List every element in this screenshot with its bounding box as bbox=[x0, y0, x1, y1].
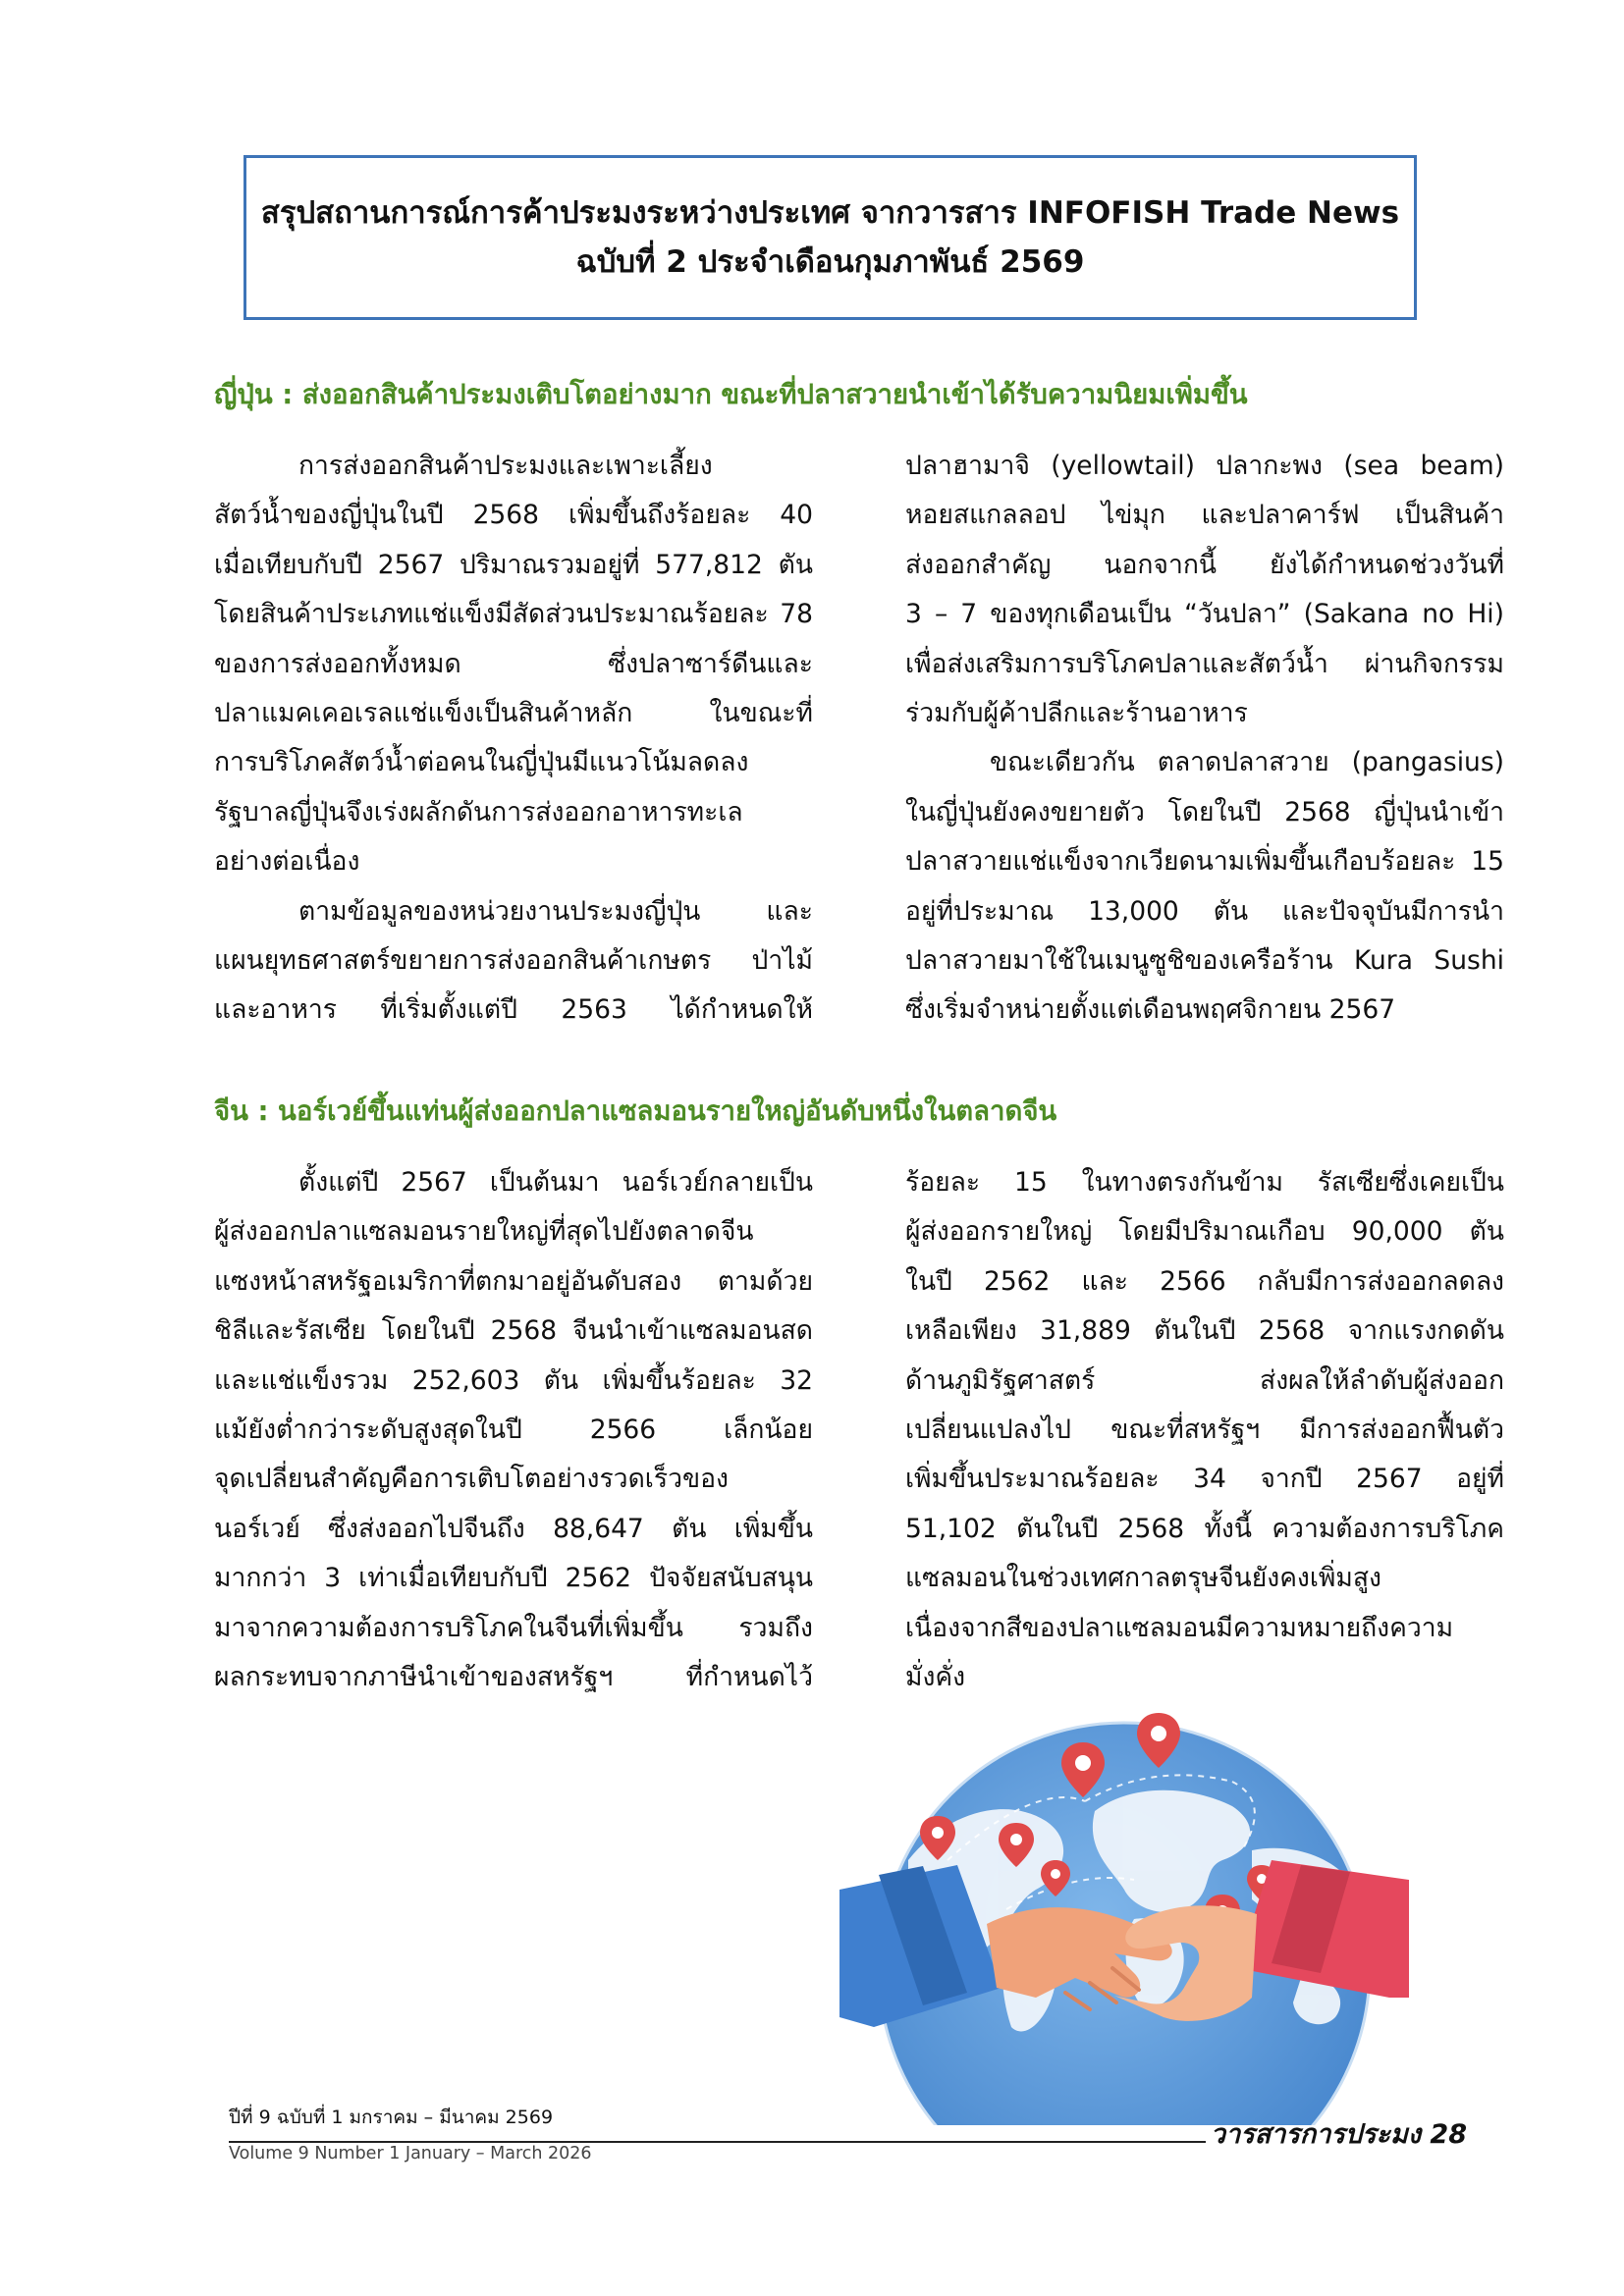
title-line-2: ฉบับที่ 2 ประจำเดือนกุมภาพันธ์ 2569 bbox=[575, 244, 1085, 280]
paragraph-line: อยู่ที่ประมาณ 13,000 ตัน และปัจจุบันมีการนำ bbox=[905, 895, 1504, 927]
paragraph-line: ร้อยละ 15 ในทางตรงกันข้าม รัสเซียซึ่งเคยเป็น bbox=[905, 1167, 1504, 1198]
paragraph-line: เปลี่ยนแปลงไป ขณะที่สหรัฐฯ มีการส่งออกฟื้นตัว bbox=[905, 1415, 1504, 1446]
paragraph-line: แผนยุทธศาสตร์ขยายการส่งออกสินค้าเกษตร ป่าไม้ bbox=[214, 945, 813, 977]
paragraph-line: ผู้ส่งออกปลาแซลมอนรายใหญ่ที่สุดไปยังตลาดจีน bbox=[214, 1216, 754, 1248]
paragraph-line: 3 – 7 ของทุกเดือนเป็น “วันปลา” (Sakana no Hi) bbox=[905, 599, 1504, 630]
paragraph-line: อย่างต่อเนื่อง bbox=[214, 846, 360, 878]
paragraph-line: เมื่อเทียบกับปี 2567 ปริมาณรวมอยู่ที่ 577,812 ตัน bbox=[214, 549, 813, 580]
paragraph-line: ขณะเดียวกัน ตลาดปลาสวาย (pangasius) bbox=[990, 747, 1504, 778]
footer-issue-english: Volume 9 Number 1 January – March 2026 bbox=[229, 2144, 592, 2163]
paragraph-line: ส่งออกสำคัญ นอกจากนี้ ยังได้กำหนดช่วงวันที่ bbox=[905, 549, 1504, 580]
paragraph-line: โดยสินค้าประเภทแช่แข็งมีสัดส่วนประมาณร้อยละ 78 bbox=[214, 599, 813, 630]
paragraph-line: ผลกระทบจากภาษีนำเข้าของสหรัฐฯ ที่กำหนดไว้ bbox=[214, 1662, 813, 1693]
paragraph-line: การบริโภคสัตว์น้ำต่อคนในญี่ปุ่นมีแนวโน้มลดลง bbox=[214, 747, 749, 778]
paragraph-line: 51,102 ตันในปี 2568 ทั้งนี้ ความต้องการบริโภค bbox=[905, 1513, 1504, 1544]
paragraph-line: เนื่องจากสีของปลาแซลมอนมีความหมายถึงความมั่งคั่ง bbox=[905, 1612, 1454, 1693]
paragraph-line: ตามข้อมูลของหน่วยงานประมงญี่ปุ่น และ bbox=[298, 895, 813, 927]
paragraph-line: ผู้ส่งออกรายใหญ่ โดยมีปริมาณเกือบ 90,000 ตัน bbox=[905, 1216, 1504, 1248]
china-left-column bbox=[214, 1158, 813, 1702]
paragraph-line: ตั้งแต่ปี 2567 เป็นต้นมา นอร์เวย์กลายเป็น bbox=[298, 1167, 813, 1198]
paragraph-line: นอร์เวย์ ซึ่งส่งออกไปจีนถึง 88,647 ตัน เพิ่มขึ้น bbox=[214, 1513, 813, 1544]
paragraph-line: ด้านภูมิรัฐศาสตร์ ส่งผลให้ลำดับผู้ส่งออก bbox=[905, 1364, 1504, 1396]
paragraph-line: สัตว์น้ำของญี่ปุ่นในปี 2568 เพิ่มขึ้นถึงร้อยละ 40 bbox=[214, 500, 813, 531]
paragraph-line: เพิ่มขึ้นประมาณร้อยละ 34 จากปี 2567 อยู่ที่ bbox=[905, 1464, 1504, 1495]
paragraph-line: ปลาสวายแช่แข็งจากเวียดนามเพิ่มขึ้นเกือบร้อยละ 15 bbox=[905, 846, 1504, 878]
paragraph-line: แซงหน้าสหรัฐอเมริกาที่ตกมาอยู่อันดับสอง ตามด้วย bbox=[214, 1265, 813, 1297]
paragraph-line: ปลาสวายมาใช้ในเมนูซูชิของเครือร้าน Kura Sushi bbox=[905, 945, 1504, 977]
journal-page-number: วารสารการประมง 28 bbox=[1210, 2119, 1467, 2150]
japan-left-column bbox=[214, 442, 813, 1036]
paragraph-line: ในญี่ปุ่นยังคงขยายตัว โดยในปี 2568 ญี่ปุ่นนำเข้า bbox=[905, 796, 1504, 828]
paragraph-line: มากกว่า 3 เท่าเมื่อเทียบกับปี 2562 ปัจจัยสนับสนุน bbox=[214, 1563, 813, 1594]
section-heading-china: จีน : นอร์เวย์ขึ้นแท่นผู้ส่งออกปลาแซลมอนรายใหญ่อันดับหนึ่งในตลาดจีน bbox=[214, 1095, 1057, 1127]
footer-issue-thai: ปีที่ 9 ฉบับที่ 1 มกราคม – มีนาคม 2569 bbox=[229, 2107, 554, 2128]
paragraph-line: ร่วมกับผู้ค้าปลีกและร้านอาหาร bbox=[905, 698, 1248, 729]
paragraph-line: และแช่แข็งรวม 252,603 ตัน เพิ่มขึ้นร้อยละ 32 bbox=[214, 1364, 813, 1396]
paragraph-line: และอาหาร ที่เริ่มตั้งแต่ปี 2563 ได้กำหนดให้ bbox=[214, 994, 813, 1026]
paragraph-line: ในปี 2562 และ 2566 กลับมีการส่งออกลดลง bbox=[905, 1265, 1504, 1297]
paragraph-line: ของการส่งออกทั้งหมด ซึ่งปลาซาร์ดีนและ bbox=[214, 648, 813, 679]
paragraph-line: ซึ่งเริ่มจำหน่ายตั้งแต่เดือนพฤศจิกายน 2567 bbox=[905, 994, 1396, 1026]
section-heading-japan: ญี่ปุ่น : ส่งออกสินค้าประมงเติบโตอย่างมาก ขณะที่ปลาสวายนำเข้าได้รับความนิยมเพิ่มขึ้น bbox=[214, 379, 1248, 410]
paragraph-line: ปลาแมคเคอเรลแช่แข็งเป็นสินค้าหลัก ในขณะที่ bbox=[214, 698, 813, 729]
japan-right-column bbox=[905, 442, 1504, 1036]
paragraph-line: ชิลีและรัสเซีย โดยในปี 2568 จีนนำเข้าแซลมอนสด bbox=[214, 1315, 813, 1347]
globe-handshake-illustration bbox=[839, 1703, 1409, 2125]
paragraph-line: แซลมอนในช่วงเทศกาลตรุษจีนยังคงเพิ่มสูง bbox=[905, 1563, 1381, 1594]
title-box bbox=[244, 155, 1417, 320]
paragraph-line: ปลาฮามาจิ (yellowtail) ปลากะพง (sea beam) bbox=[905, 451, 1504, 481]
paragraph-line: มาจากความต้องการบริโภคในจีนที่เพิ่มขึ้น รวมถึง bbox=[214, 1612, 813, 1643]
paragraph-line: เพื่อส่งเสริมการบริโภคปลาและสัตว์น้ำ ผ่านกิจกรรม bbox=[905, 648, 1504, 679]
paragraph-line: รัฐบาลญี่ปุ่นจึงเร่งผลักดันการส่งออกอาหารทะเล bbox=[214, 796, 743, 828]
paragraph-line: แม้ยังต่ำกว่าระดับสูงสุดในปี 2566 เล็กน้อย bbox=[214, 1415, 813, 1446]
paragraph-line: จุดเปลี่ยนสำคัญคือการเติบโตอย่างรวดเร็วของ bbox=[214, 1464, 729, 1495]
title-line-1: สรุปสถานการณ์การค้าประมงระหว่างประเทศ จากวารสาร INFOFISH Trade News bbox=[260, 195, 1400, 231]
paragraph-line: หอยสแกลลอป ไข่มุก และปลาคาร์ฟ เป็นสินค้า bbox=[905, 500, 1504, 531]
china-right-column bbox=[905, 1158, 1504, 1702]
paragraph-line: การส่งออกสินค้าประมงและเพาะเลี้ยง bbox=[298, 451, 713, 481]
paragraph-line: เหลือเพียง 31,889 ตันในปี 2568 จากแรงกดดัน bbox=[905, 1315, 1504, 1347]
